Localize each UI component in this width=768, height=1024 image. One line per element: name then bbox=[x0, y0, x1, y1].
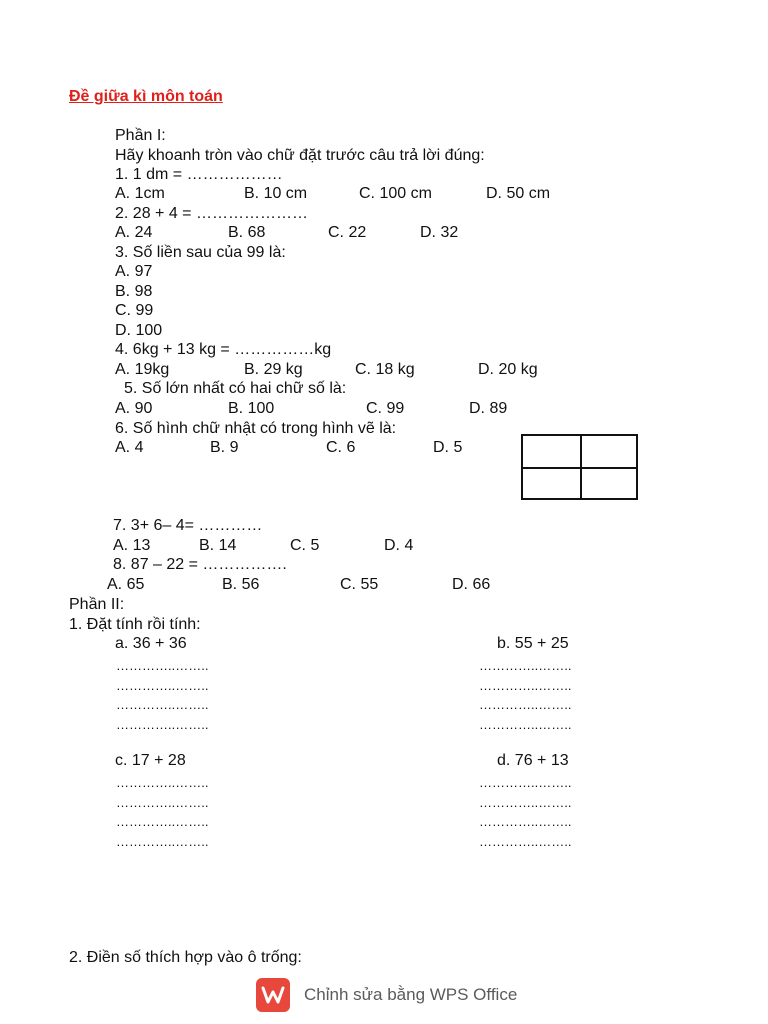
q2-option-b: B. 68 bbox=[228, 224, 266, 241]
q3-option-a: A. 97 bbox=[115, 263, 153, 280]
ex1-c: c. 17 + 28 bbox=[115, 752, 186, 769]
answer-dots: …………..…….. bbox=[479, 775, 572, 790]
q7-option-a: A. 13 bbox=[113, 537, 151, 554]
answer-dots: …………..…….. bbox=[116, 834, 209, 849]
q1-option-b: B. 10 cm bbox=[244, 185, 308, 202]
answer-dots: …………..…….. bbox=[479, 834, 572, 849]
ex2-heading: 2. Điền số thích hợp vào ô trống: bbox=[69, 949, 302, 966]
q8-question: 8. 87 – 22 = ……………. bbox=[113, 556, 287, 573]
answer-dots: …………..…….. bbox=[116, 697, 209, 712]
ex1-a: a. 36 + 36 bbox=[115, 635, 187, 652]
q5-question: 5. Số lớn nhất có hai chữ số là: bbox=[124, 380, 347, 397]
q1-option-a: A. 1cm bbox=[115, 185, 165, 202]
q3-option-b: B. 98 bbox=[115, 283, 153, 300]
wps-logo-icon bbox=[256, 978, 290, 1012]
q7-option-b: B. 14 bbox=[199, 537, 237, 554]
q4-question: 4. 6kg + 13 kg = ……………kg bbox=[115, 341, 332, 358]
q3-question: 3. Số liền sau của 99 là: bbox=[115, 244, 286, 261]
q7-option-c: C. 5 bbox=[290, 537, 320, 554]
q8-option-a: A. 65 bbox=[107, 576, 145, 593]
q4-option-a: A. 19kg bbox=[115, 361, 170, 378]
ex1-b: b. 55 + 25 bbox=[497, 635, 569, 652]
q6-option-d: D. 5 bbox=[433, 439, 463, 456]
wps-footer[interactable] bbox=[256, 978, 517, 1012]
q2-option-a: A. 24 bbox=[115, 224, 153, 241]
ex1-d: d. 76 + 13 bbox=[497, 752, 569, 769]
q4-option-d: D. 20 kg bbox=[478, 361, 538, 378]
q8-option-d: D. 66 bbox=[452, 576, 491, 593]
answer-dots: …………..…….. bbox=[479, 678, 572, 693]
answer-dots: …………..…….. bbox=[116, 658, 209, 673]
answer-dots: …………..…….. bbox=[479, 795, 572, 810]
page-title: Đề giữa kì môn toán bbox=[69, 88, 223, 105]
q5-option-c: C. 99 bbox=[366, 400, 405, 417]
figure-horizontal-line bbox=[523, 467, 636, 469]
q2-option-d: D. 32 bbox=[420, 224, 459, 241]
answer-dots: …………..…….. bbox=[116, 717, 209, 732]
q1-question: 1. 1 dm = ……………… bbox=[115, 166, 283, 183]
part1-heading: Phần I: bbox=[115, 127, 166, 144]
answer-dots: …………..…….. bbox=[116, 795, 209, 810]
q1-option-d: D. 50 cm bbox=[486, 185, 551, 202]
part1-instruction: Hãy khoanh tròn vào chữ đặt trước câu trả lời đúng: bbox=[115, 147, 485, 164]
answer-dots: …………..…….. bbox=[479, 717, 572, 732]
q8-option-b: B. 56 bbox=[222, 576, 260, 593]
answer-dots: …………..…….. bbox=[116, 678, 209, 693]
q8-option-c: C. 55 bbox=[340, 576, 379, 593]
q6-option-c: C. 6 bbox=[326, 439, 356, 456]
answer-dots: …………..…….. bbox=[479, 814, 572, 829]
q3-option-c: C. 99 bbox=[115, 302, 154, 319]
q2-question: 2. 28 + 4 = ………………… bbox=[115, 205, 308, 222]
answer-dots: …………..…….. bbox=[116, 775, 209, 790]
q6-option-a: A. 4 bbox=[115, 439, 144, 456]
q4-option-c: C. 18 kg bbox=[355, 361, 415, 378]
q1-option-c: C. 100 cm bbox=[359, 185, 432, 202]
q5-option-a: A. 90 bbox=[115, 400, 153, 417]
q2-option-c: C. 22 bbox=[328, 224, 367, 241]
q5-option-b: B. 100 bbox=[228, 400, 275, 417]
answer-dots: …………..…….. bbox=[116, 814, 209, 829]
q7-option-d: D. 4 bbox=[384, 537, 414, 554]
q6-question: 6. Số hình chữ nhật có trong hình vẽ là: bbox=[115, 420, 397, 437]
answer-dots: …………..…….. bbox=[479, 658, 572, 673]
q4-option-b: B. 29 kg bbox=[244, 361, 303, 378]
q3-option-d: D. 100 bbox=[115, 322, 163, 339]
answer-dots: …………..…….. bbox=[479, 697, 572, 712]
rectangle-figure bbox=[521, 434, 638, 500]
wps-footer-text: Chỉnh sửa bằng WPS Office bbox=[304, 985, 518, 1004]
q6-option-b: B. 9 bbox=[210, 439, 239, 456]
ex1-heading: 1. Đặt tính rồi tính: bbox=[69, 616, 201, 633]
q7-question: 7. 3+ 6– 4= ………… bbox=[113, 517, 263, 534]
part2-heading: Phần II: bbox=[69, 596, 125, 613]
q5-option-d: D. 89 bbox=[469, 400, 508, 417]
